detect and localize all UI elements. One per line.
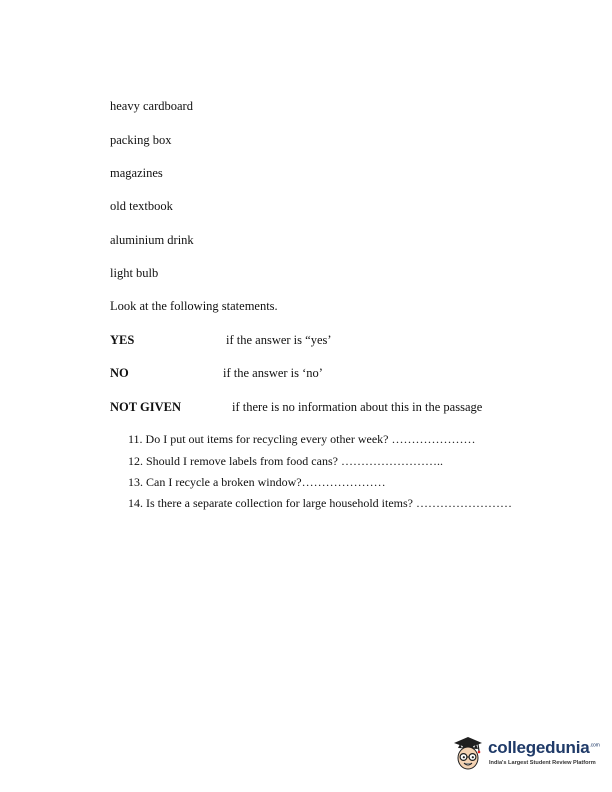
collegedunia-logo bbox=[450, 734, 600, 774]
question-11: 11. Do I put out items for recycling every other week? ………………… bbox=[128, 432, 476, 446]
item-packing-box: packing box bbox=[110, 133, 172, 147]
logo-name: collegedunia bbox=[488, 738, 590, 757]
logo-wordmark bbox=[488, 738, 600, 758]
question-14: 14. Is there a separate collection for large household items? …………………… bbox=[128, 496, 513, 510]
key-term-yes: YES bbox=[110, 333, 135, 347]
item-old-textbook: old textbook bbox=[110, 199, 173, 213]
question-12: 12. Should I remove labels from food cans? …………………….. bbox=[128, 454, 443, 468]
item-magazines: magazines bbox=[110, 166, 163, 180]
item-heavy-cardboard: heavy cardboard bbox=[110, 99, 193, 113]
question-13: 13. Can I recycle a broken window?………………… bbox=[128, 475, 386, 489]
key-definition-not-given: if there is no information about this in the passage bbox=[232, 400, 483, 414]
key-definition-yes: if the answer is “yes’ bbox=[226, 333, 332, 347]
item-aluminium-drink: aluminium drink bbox=[110, 233, 194, 247]
key-term-not-given: NOT GIVEN bbox=[110, 400, 181, 414]
mascot-icon bbox=[450, 734, 486, 774]
key-term-no: NO bbox=[110, 366, 129, 380]
logo-tagline: India's Largest Student Review Platform bbox=[489, 760, 596, 766]
logo-dotcom: .com bbox=[589, 742, 600, 749]
item-light-bulb: light bulb bbox=[110, 266, 159, 280]
instruction-text: Look at the following statements. bbox=[110, 299, 278, 313]
key-definition-no: if the answer is ‘no’ bbox=[223, 366, 323, 380]
